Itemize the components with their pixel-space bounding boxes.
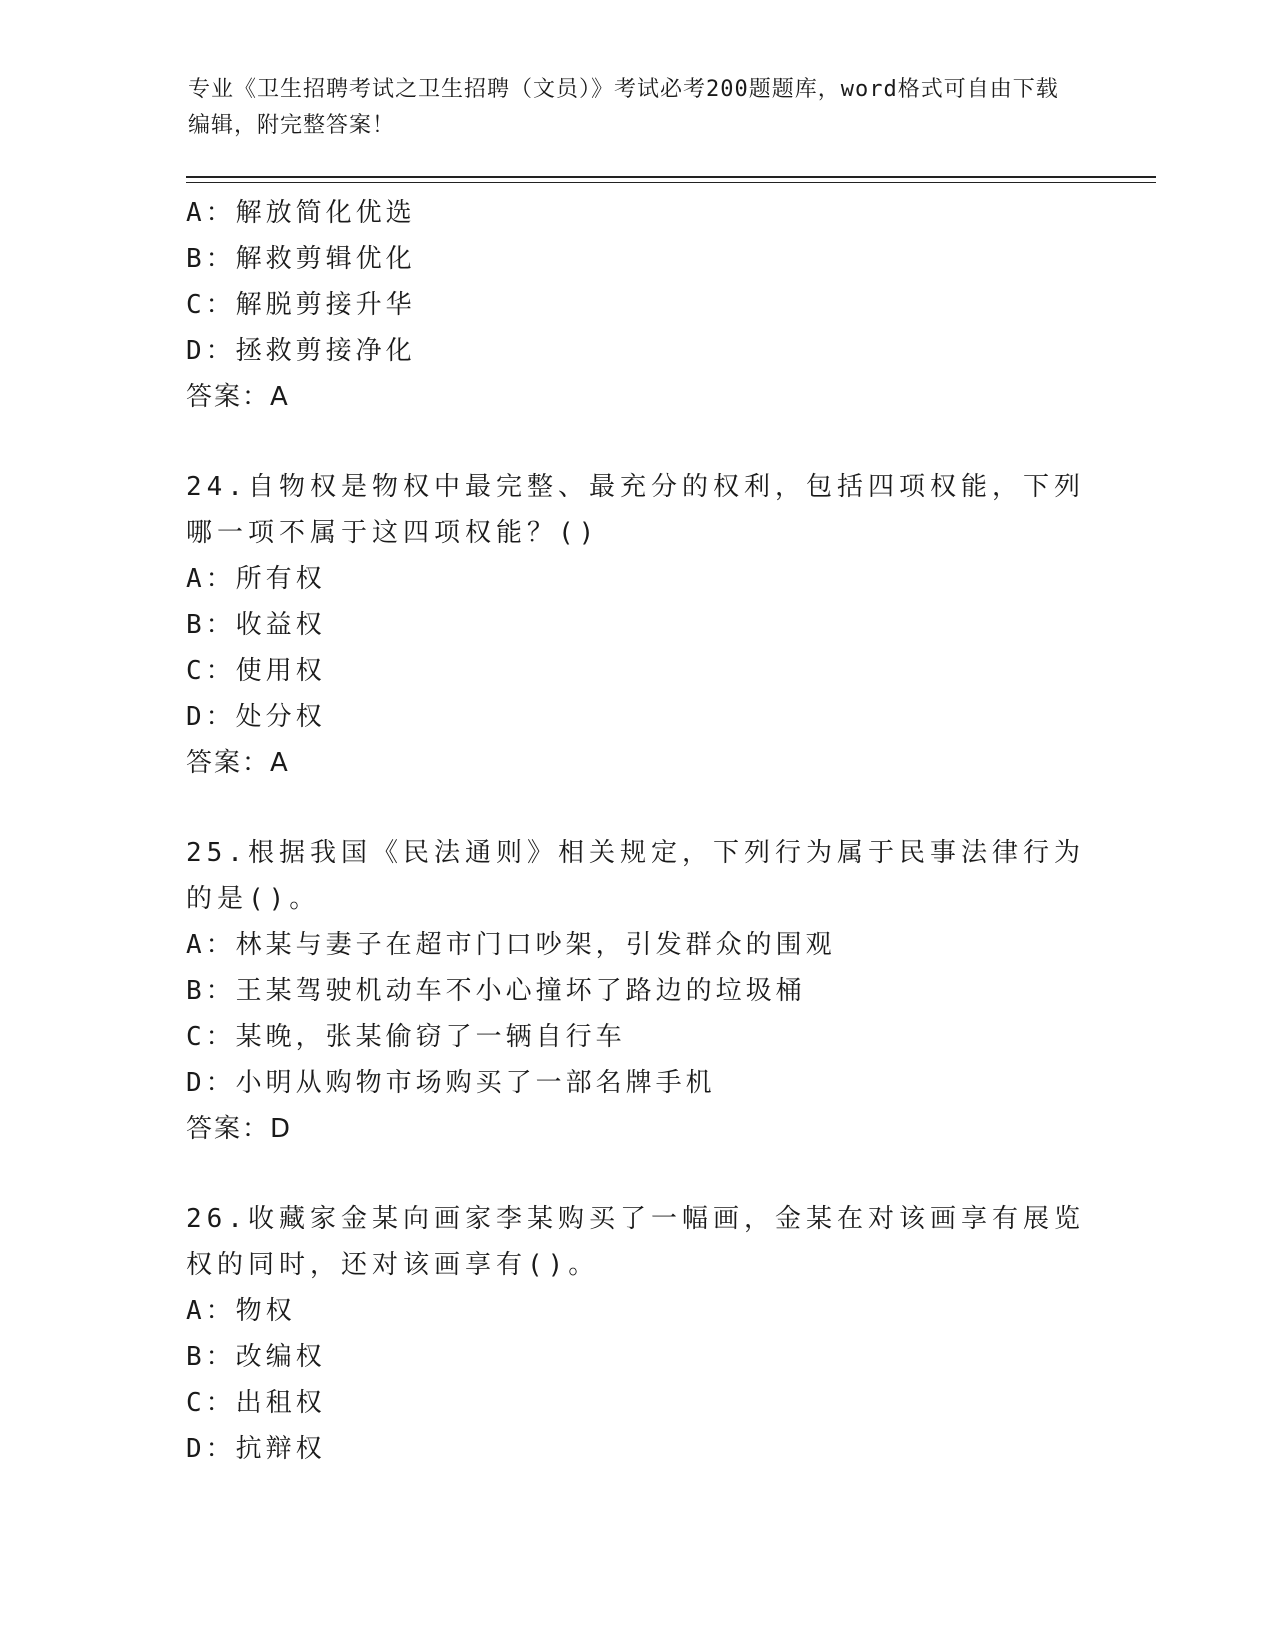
option-a: A：物权	[186, 1296, 296, 1326]
option-c: C：使用权	[186, 656, 326, 686]
option-b: B：解救剪辑优化	[186, 244, 416, 274]
header-rule-bottom	[186, 182, 1156, 183]
option-a: A：解放简化优选	[186, 198, 416, 228]
option-c: C：解脱剪接升华	[186, 290, 416, 320]
answer-line: 答案：A	[186, 748, 290, 778]
option-c: C：某晚，张某偷窃了一辆自行车	[186, 1022, 626, 1052]
option-b: B：收益权	[186, 610, 326, 640]
question-text: 24.自物权是物权中最完整、最充分的权利，包括四项权能，下列哪一项不属于这四项权能？()	[186, 472, 1085, 548]
question-block-25	[186, 830, 1086, 1152]
question-text: 25.根据我国《民法通则》相关规定，下列行为属于民事法律行为的是()。	[186, 838, 1085, 914]
option-a: A：林某与妻子在超市门口吵架，引发群众的围观	[186, 930, 836, 960]
question-text: 26.收藏家金某向画家李某购买了一幅画，金某在对该画享有展览权的同时，还对该画享有()。	[186, 1204, 1085, 1280]
option-b: B：改编权	[186, 1342, 326, 1372]
option-d: D：处分权	[186, 702, 326, 732]
question-block-24	[186, 464, 1086, 786]
question-block-23	[186, 190, 1086, 420]
option-d: D：小明从购物市场购买了一部名牌手机	[186, 1068, 716, 1098]
option-d: D：抗辩权	[186, 1434, 326, 1464]
question-list	[186, 190, 1086, 1516]
question-block-26	[186, 1196, 1086, 1472]
option-b: B：王某驾驶机动车不小心撞坏了路边的垃圾桶	[186, 976, 806, 1006]
option-d: D：拯救剪接净化	[186, 336, 416, 366]
option-a: A：所有权	[186, 564, 326, 594]
answer-line: 答案：A	[186, 382, 290, 412]
document-header: 专业《卫生招聘考试之卫生招聘（文员）》考试必考200题题库，word格式可自由下载编辑，附完整答案！	[188, 77, 1059, 138]
option-c: C：出租权	[186, 1388, 326, 1418]
answer-line: 答案：D	[186, 1114, 293, 1144]
header-rule-top	[186, 176, 1156, 178]
